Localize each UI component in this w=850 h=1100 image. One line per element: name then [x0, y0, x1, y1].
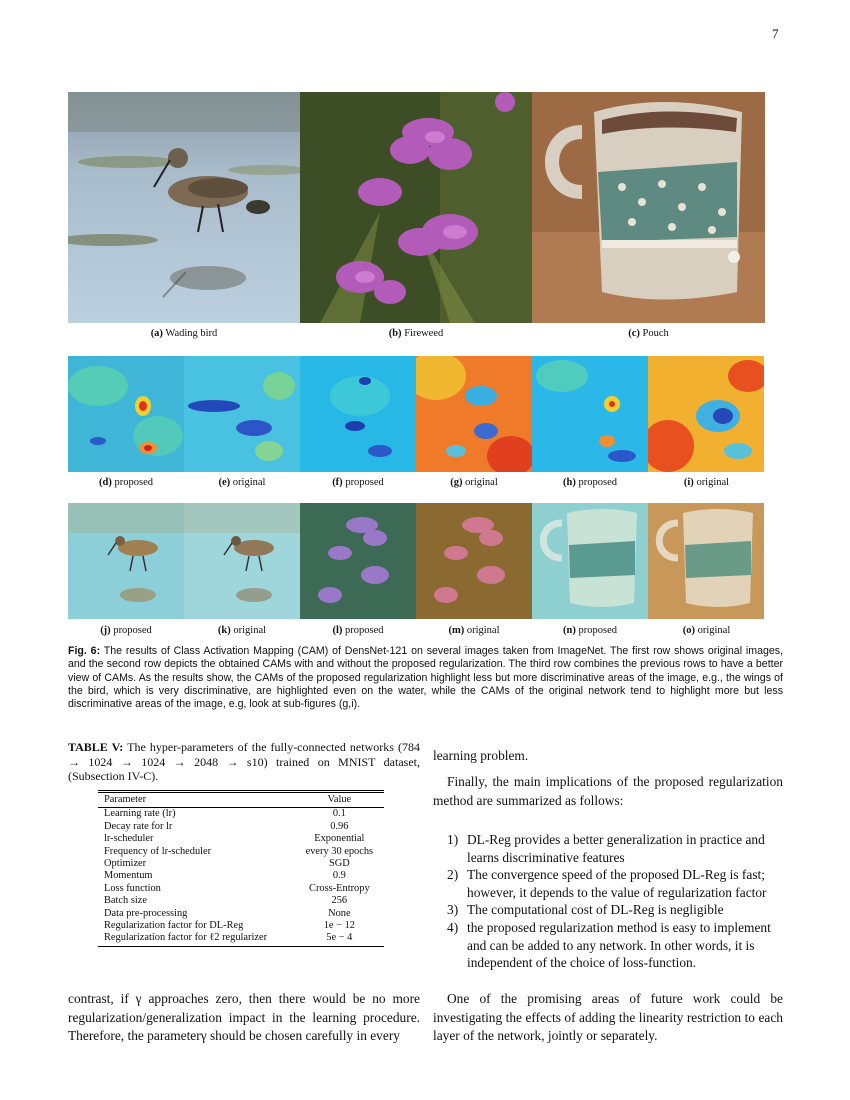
list-item-number: 3)	[447, 902, 459, 918]
table-cell: Exponential	[314, 833, 365, 845]
table-cell: Cross-Entropy	[309, 882, 370, 894]
overlay-fireweed-proposed	[300, 503, 416, 619]
table-cell: 256	[331, 895, 348, 907]
list-item-text: The convergence speed of the proposed DL-Reg is fast; however, it depends to the value of regularization factor	[467, 867, 767, 900]
table-row	[98, 821, 384, 833]
right-paragraph-3: One of the promising areas of future work could be investigating the effects of adding the linearity restriction to each layer of the network, jointly or separately.	[433, 991, 783, 1043]
cam-pouch-proposed	[532, 356, 648, 472]
list-item-text: DL-Reg provides a better generalization in practice and learns discriminative features	[467, 832, 765, 865]
figure-caption	[68, 645, 783, 711]
table-cell: Decay rate for lr	[104, 820, 173, 832]
figure-caption-label: Fig. 6:	[68, 645, 101, 657]
table-caption-text: The hyper-parameters of the fully-connected networks (784 → 1024 → 1024 → 2048 → s10) trained on MNIST dataset, (Subsection IV-C).	[68, 740, 420, 783]
list-item-text: The computational cost of DL-Reg is negligible	[467, 902, 724, 918]
table-caption-label: TABLE V:	[68, 740, 124, 754]
right-paragraph-2: Finally, the main implications of the proposed regularization method are summarized as follows:	[433, 774, 783, 808]
table-row	[98, 883, 384, 895]
list-item	[433, 919, 783, 972]
table-cell: Loss function	[104, 882, 161, 894]
table-header-row	[98, 792, 384, 808]
list-item	[433, 866, 783, 901]
caption-b: (b) Fireweed	[388, 328, 444, 339]
right-paragraph-1: learning problem.	[433, 748, 529, 763]
caption-i: (i) original	[683, 477, 730, 488]
caption-a: (a) Wading bird	[150, 328, 218, 339]
hyperparameter-table	[98, 790, 384, 947]
pouch-photo	[532, 92, 765, 323]
caption-n: (n) proposed	[563, 625, 617, 636]
table-cell: Frequency of lr-scheduler	[104, 845, 212, 857]
table-cell: SGD	[328, 858, 350, 870]
table-cell: 5e − 4	[295, 932, 384, 946]
table-cell: Batch size	[104, 895, 147, 907]
cam-fireweed-proposed	[300, 356, 416, 472]
table-row	[98, 908, 384, 920]
caption-g: (g) original	[450, 477, 498, 488]
cam-bird-original	[184, 356, 300, 472]
caption-m: (m) original	[448, 625, 500, 636]
list-item-number: 4)	[447, 919, 459, 935]
cam-fireweed-original	[416, 356, 532, 472]
caption-f: (f) proposed	[332, 477, 384, 488]
table-cell: Regularization factor for ℓ2 regularizer	[98, 932, 295, 946]
left-paragraph: contrast, if γ approaches zero, then there would be no more regularization/generalization impact in the learning procedure. Therefore, the parameterγ should be chosen carefully in every	[68, 991, 420, 1043]
cam-pouch-original	[648, 356, 764, 472]
overlay-bird-original	[184, 503, 300, 619]
table-cell: lr-scheduler	[104, 833, 154, 845]
table-row	[98, 833, 384, 845]
table-row	[98, 846, 384, 858]
overlay-bird-proposed	[68, 503, 184, 619]
caption-j: (j) proposed	[100, 625, 152, 636]
implications-list	[433, 831, 783, 972]
table-cell: every 30 epochs	[305, 845, 374, 857]
table-cell: 0.96	[330, 820, 349, 832]
caption-d: (d) proposed	[99, 477, 153, 488]
table-cell: Learning rate (lr)	[104, 808, 176, 820]
caption-k: (k) original	[217, 625, 267, 636]
table-cell: None	[328, 907, 351, 919]
table-row	[98, 870, 384, 882]
list-item-text: the proposed regularization method is easy to implement and can be added to any network. In other words, it is independent of the choice of loss-function.	[467, 919, 771, 971]
list-item	[433, 831, 783, 866]
caption-e: (e) original	[218, 477, 266, 488]
wading-bird-photo	[68, 92, 300, 323]
overlay-pouch-original	[648, 503, 764, 619]
table-header-parameter: Parameter	[98, 792, 295, 808]
table-cell: Data pre-processing	[104, 907, 188, 919]
table-row	[98, 932, 384, 946]
table-caption	[68, 740, 420, 784]
list-item-number: 1)	[447, 832, 459, 847]
table-row	[98, 895, 384, 907]
table-row	[98, 858, 384, 870]
overlay-fireweed-original	[416, 503, 532, 619]
table-row	[98, 808, 384, 821]
cam-bird-proposed	[68, 356, 184, 472]
caption-c: (c) Pouch	[628, 328, 669, 339]
caption-o: (o) original	[682, 625, 731, 636]
table-cell: 0.1	[332, 808, 346, 820]
figure-caption-text: The results of Class Activation Mapping (CAM) of DensNet-121 on several images taken from ImageNet. The first row shows original images, and the second row depicts the obtained CAMs with and without the proposed regularization. The third row combines the previous rows to have a better view of CAMs. As the results show, the CAMs of the proposed regularization highlight less but more discriminative areas of the image, e.g., the wings of the bird, which is very discriminative, are highlighted even on the water, while the CAMs of the original network tend to highlight more but less discriminative areas of the image, e.g, look at sub-figures (g,i).	[68, 645, 783, 711]
table-header-value: Value	[295, 792, 384, 808]
list-item-number: 2)	[447, 867, 459, 883]
table-cell: Momentum	[104, 870, 153, 882]
fireweed-photo	[300, 92, 532, 323]
list-item	[433, 901, 783, 919]
table-cell: 1e − 12	[323, 920, 355, 932]
table-cell: Optimizer	[104, 858, 147, 870]
overlay-pouch-proposed	[532, 503, 648, 619]
page-number: 7	[772, 26, 779, 41]
table-row	[98, 920, 384, 932]
caption-h: (h) proposed	[563, 477, 617, 488]
caption-l: (l) proposed	[332, 625, 384, 636]
table-cell: 0.9	[332, 870, 346, 882]
table-cell: Regularization factor for DL-Reg	[104, 920, 244, 932]
